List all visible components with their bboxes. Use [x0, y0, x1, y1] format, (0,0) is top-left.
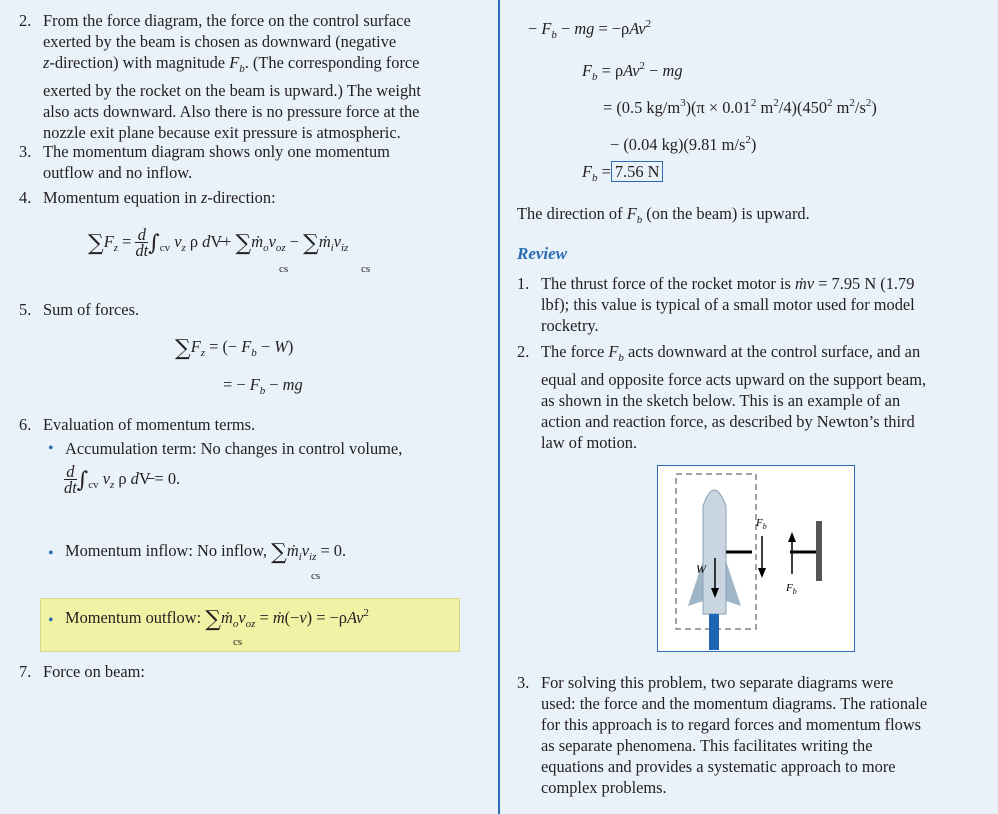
cs-label: cs	[361, 263, 371, 275]
text-line: The force $F_b$ acts downward at the control surface, and an	[541, 342, 921, 364]
fb-up-arrowhead	[788, 532, 796, 542]
answer-box: 7.56 N	[611, 161, 664, 182]
item-number: 6.	[19, 415, 32, 434]
momentum-equation: $\sum F_z = \frac{d}{dt}\int_{cv}$ $v_z$ ρ dV̶+ $\sum ṁ_ov_{oz}$ − $\sum ṁ_iv_{iz}$	[88, 225, 349, 260]
text-line: equations and provides a systematic approach to more	[541, 757, 896, 776]
fb-label-top: $F_b$	[756, 517, 767, 531]
text-line: as separate phenomena. This facilitates writing the	[541, 736, 873, 755]
item-number: 2.	[19, 11, 32, 30]
sum-forces-eq-2: = − $F_b$ − mg	[223, 375, 303, 397]
review-2-text	[541, 341, 926, 453]
direction-text: The direction of $F_b$ (on the beam) is upward.	[517, 204, 810, 226]
outflow-line: Momentum outflow: $\sum ṁ_ov_{oz}$ = ṁ(−v) = −ρAv$^2$	[65, 607, 369, 632]
text-line: outflow and no inflow.	[43, 163, 193, 182]
text-line: for this approach is to regard forces and momentum flows	[541, 715, 922, 734]
text-line: From the force diagram, the force on the control surface	[43, 11, 411, 30]
force-eq-3: = (0.5 $kg/m^3)(\pi \times 0.01^2$ $m^2/4)(450^2$ $m^2/s^2$)	[603, 97, 877, 117]
cs-label: cs	[233, 636, 243, 648]
item-number: 4.	[19, 188, 32, 207]
text-line: also acts downward. Also there is no pressure force at the	[43, 102, 420, 121]
item-number: 2.	[517, 342, 530, 361]
cs-label: cs	[279, 263, 289, 275]
item-number: 3.	[517, 673, 530, 692]
weight-label: W	[696, 562, 706, 576]
item-2-text	[43, 10, 421, 143]
review-3-text	[541, 672, 927, 798]
sum-forces-eq-1: $\sum F_z$ = (− $F_b - W$)	[175, 336, 294, 361]
text-line: exerted by the beam is chosen as downward (negative	[43, 32, 397, 51]
item-number: 5.	[19, 300, 32, 319]
item-3-text	[43, 141, 390, 183]
text-line: as shown in the sketch below. This is an example of an	[541, 391, 901, 410]
support-wall	[816, 521, 822, 581]
cs-label: cs	[311, 570, 321, 582]
item-4-text: Momentum equation in z-direction:	[43, 188, 276, 207]
exhaust-jet	[709, 614, 719, 650]
rocket-diagram	[658, 466, 854, 651]
text-line: exerted by the rocket on the beam is upward.) The weight	[43, 81, 421, 100]
force-answer-eq: $F_b = 7.56$ N	[582, 162, 663, 184]
right-fin	[726, 561, 741, 606]
item-number: 7.	[19, 662, 32, 681]
text-line: equal and opposite force acts upward on the support beam,	[541, 370, 927, 389]
accumulation-eq: $\frac{d}{dt}\int_{cv}$ $v_z$ ρ dV̶ = 0.	[64, 462, 181, 497]
text-line: used: the force and the momentum diagrams. The rationale	[541, 694, 928, 713]
bullet-icon: •	[48, 612, 54, 629]
item-7-text: Force on beam:	[43, 662, 145, 681]
rocket-figure	[657, 465, 855, 652]
force-eq-1: − $F_b$ − mg = −ρAv$^2$	[528, 18, 652, 41]
force-eq-4: − (0.04 kg)(9.81 $m/s^2$)	[610, 134, 757, 154]
bullet-icon: •	[48, 545, 54, 562]
item-number: 3.	[19, 142, 32, 161]
text-line: For solving this problem, two separate diagrams were	[541, 673, 894, 692]
text-line: nozzle exit plane because exit pressure is atmospheric.	[43, 123, 401, 142]
inflow-line: Momentum inflow: No inflow, $\sum ṁ_iv_{iz} = 0$.	[65, 540, 347, 565]
column-divider	[498, 0, 500, 814]
force-eq-2: $F_b = \rho Av^2$ − mg	[582, 60, 683, 83]
text-line: complex problems.	[541, 778, 667, 797]
text-line: lbf); this value is typical of a small motor used for model	[541, 295, 915, 314]
item-5-text: Sum of forces.	[43, 300, 140, 319]
fb-down-arrowhead	[758, 568, 766, 578]
item-6-text: Evaluation of momentum terms.	[43, 415, 256, 434]
review-1-text	[541, 273, 915, 336]
item-number: 1.	[517, 274, 530, 293]
text-line: law of motion.	[541, 433, 638, 452]
text-line: The thrust force of the rocket motor is ṁv = 7.95 N (1.79	[541, 274, 915, 293]
text-line: rocketry.	[541, 316, 599, 335]
bullet-icon: •	[48, 440, 54, 457]
review-heading: Review	[517, 244, 568, 263]
accumulation-text: Accumulation term: No changes in control volume,	[65, 439, 403, 458]
text-line: The momentum diagram shows only one momentum	[43, 142, 390, 161]
text-line: z-direction) with magnitude $F_b$. (The corresponding force	[43, 53, 420, 75]
text-line: action and reaction force, as described by Newton’s third	[541, 412, 915, 431]
fb-label-bottom: $F_b$	[786, 582, 797, 596]
